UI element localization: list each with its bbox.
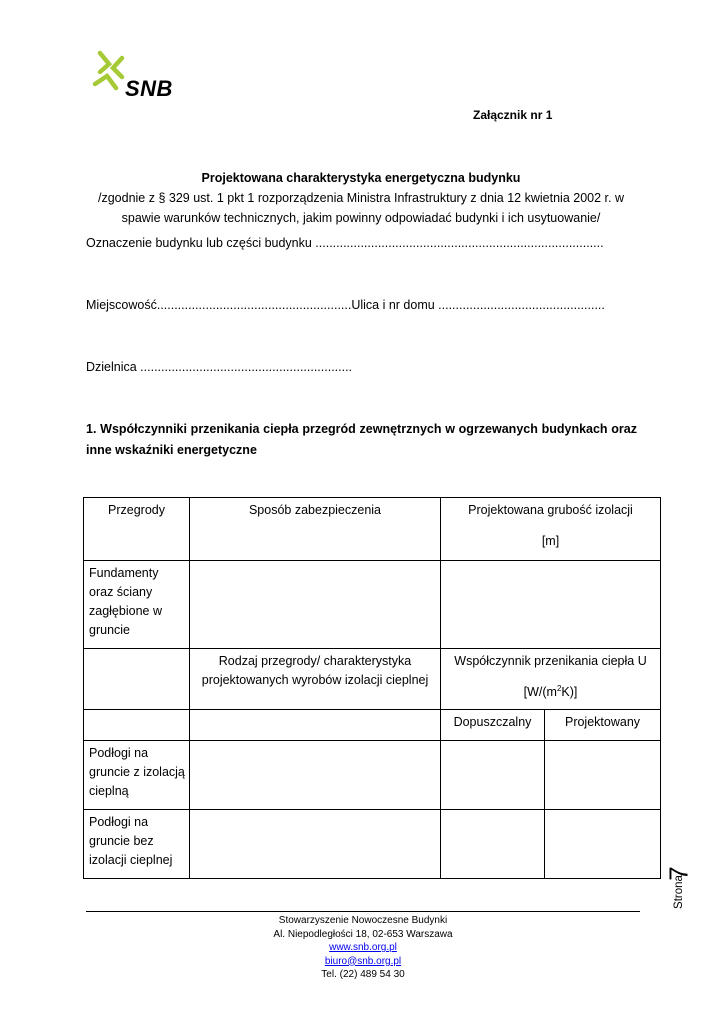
cell-empty: [190, 710, 441, 741]
table-row: [84, 649, 661, 710]
table-row: [84, 710, 661, 741]
table-row: [84, 810, 661, 879]
footer: [86, 914, 640, 982]
page-number: 7: [663, 866, 694, 881]
row-label-floor-insulated: Podłogi na gruncie z izolacją cieplną: [84, 741, 190, 810]
footer-divider: [86, 911, 640, 912]
table-row: [84, 741, 661, 810]
header-thickness-unit: [m]: [541, 534, 560, 548]
header-thickness-label: Projektowana grubość izolacji: [468, 503, 633, 517]
cell-empty: [441, 741, 545, 810]
footer-phone: Tel. (22) 489 54 30: [321, 969, 405, 980]
title-line-2: /zgodnie z § 329 ust. 1 pkt 1 rozporządzenia Ministra Infrastruktury z dnia 12 kwietnia 2002 r. w: [98, 191, 624, 205]
footer-org: Stowarzyszenie Nowoczesne Budynki: [278, 915, 448, 926]
header-u-unit: $[W/(m^2K)]$: [523, 684, 578, 700]
cell-empty: [441, 810, 545, 879]
table-row: [84, 561, 661, 649]
logo-text: SNB: [125, 76, 173, 101]
cell-empty: [190, 810, 441, 879]
header-u-coefficient: [441, 649, 661, 710]
header-partitions: Przegrody: [84, 498, 190, 561]
title-line-3: spawie warunków technicznych, jakim powinny odpowiadać budynki i ich usytuowanie/: [121, 211, 601, 225]
footer-email-link[interactable]: biuro@snb.org.pl: [324, 955, 402, 967]
document-title: [86, 168, 636, 228]
page-label: Strona: [672, 875, 685, 909]
cell-empty: [441, 561, 661, 649]
row-label-foundations: Fundamenty oraz ściany zagłębione w gruncie: [84, 561, 190, 649]
page-number-block: [663, 856, 702, 912]
header-allowed: Dopuszczalny: [441, 710, 545, 741]
table-header-row: [84, 498, 661, 561]
header-u-label: Współczynnik przenikania ciepła U: [454, 654, 647, 668]
annex-label: Załącznik nr 1: [473, 108, 553, 122]
title-line-1: Projektowana charakterystyka energetyczna budynku: [201, 171, 521, 185]
header-protection-method: Sposób zabezpieczenia: [190, 498, 441, 561]
header-partition-type: Rodzaj przegrody/ charakterystyka projektowanych wyrobów izolacji cieplnej: [190, 649, 441, 710]
footer-address: Al. Niepodległości 18, 02-653 Warszawa: [273, 928, 453, 940]
city-street-field: Miejscowość........................................................Ulica i nr domu ................................................: [86, 298, 605, 312]
cell-empty: [545, 741, 661, 810]
section-1-heading: 1. Współczynniki przenikania ciepła przegród zewnętrznych w ogrzewanych budynkach oraz inne wskaźniki energetyczne: [86, 422, 637, 457]
cell-empty: [190, 741, 441, 810]
district-field: Dzielnica .............................................................: [86, 360, 353, 374]
building-designation-field: Oznaczenie budynku lub części budynku ...................................................................................: [86, 236, 604, 250]
snb-logo: [92, 50, 182, 106]
row-label-floor-uninsulated: Podłogi na gruncie bez izolacji cieplnej: [84, 810, 190, 879]
energy-table: [83, 497, 661, 879]
header-designed: Projektowany: [545, 710, 661, 741]
cell-empty: [190, 561, 441, 649]
cell-empty: [545, 810, 661, 879]
footer-website-link[interactable]: www.snb.org.pl: [329, 942, 397, 953]
cell-empty: [84, 710, 190, 741]
cell-empty: [84, 649, 190, 710]
header-insulation-thickness: [441, 498, 661, 561]
